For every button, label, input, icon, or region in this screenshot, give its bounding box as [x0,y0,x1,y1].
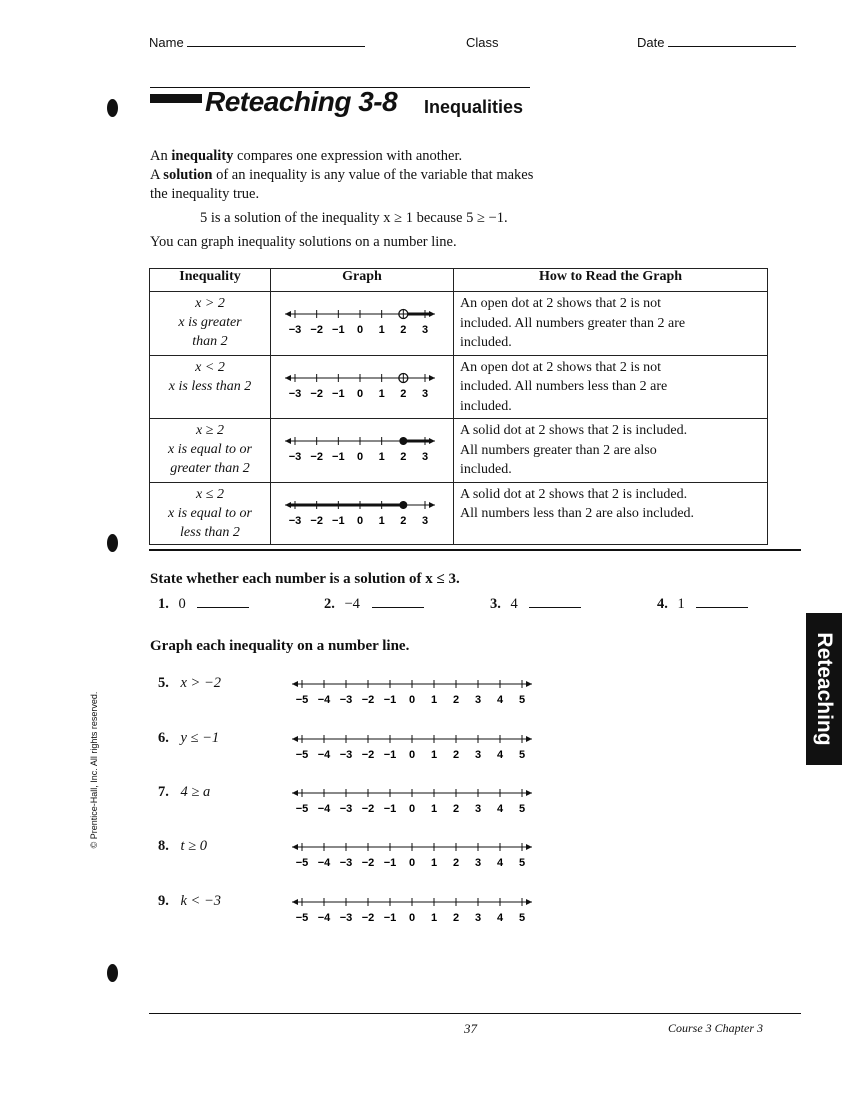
course-chapter: Course 3 Chapter 3 [668,1021,764,1035]
tick-label: 2 [452,857,460,869]
tick-label: 2 [400,324,407,336]
tick-label: 1 [430,912,438,924]
graph-cell [271,419,454,483]
tick-label: 4 [496,694,504,706]
arrow-right-icon [526,790,532,796]
tick-label: 5 [518,749,526,761]
read-line: included. All numbers less than 2 are [460,379,668,394]
reteaching-side-tab [806,613,842,765]
tick-label: 0 [408,694,416,706]
number-line [277,370,443,400]
tick-label: 0 [356,451,364,463]
graph-problem [158,784,210,801]
name-label: Name [149,35,184,50]
tick-label: 1 [430,694,438,706]
inequality-expr: x ≤ 2 [196,486,224,502]
tick-label: −3 [288,514,302,527]
page-subtitle: Inequalities [424,97,524,117]
inequality-expr: x > 2 [195,296,225,311]
answer-number-line[interactable] [284,731,540,766]
inequality-expr: x < 2 [195,359,225,375]
tick-label: 3 [421,451,429,463]
answer-number-line[interactable] [284,839,540,874]
read-line: A solid dot at 2 shows that 2 is included. [460,486,688,502]
number-line [284,676,540,706]
arrow-right-icon [526,844,532,850]
graph-problem [158,675,221,692]
arrow-left-icon [292,899,298,905]
inequality-table [149,268,768,545]
tick-label: 1 [430,749,438,761]
intro-text [150,147,670,252]
tick-label: 3 [474,857,482,869]
arrow-left-icon [292,844,298,850]
read-line: All numbers greater than 2 are also [460,442,657,458]
arrow-right-icon [526,736,532,742]
page-title: Reteaching 3-8 [205,86,398,117]
binder-hole-top [107,99,118,117]
graph-cell [271,355,454,419]
inequality-description: greater than 2 [170,461,250,476]
section-divider [149,549,801,551]
binder-hole-bottom [107,964,118,982]
arrow-left-icon [285,438,291,444]
class-label: Class [466,35,499,50]
tick-label: −2 [361,803,375,815]
answer-number-line[interactable] [284,894,540,929]
name-line [187,46,365,47]
tick-label: 0 [408,857,416,869]
answer-blank[interactable] [372,607,424,608]
number-line [277,306,443,336]
tick-label: 3 [421,387,429,400]
read-line: included. [460,335,512,350]
tick-label: −1 [332,324,345,336]
tick-label: −1 [332,514,345,527]
answer-number-line[interactable] [284,785,540,820]
tick-label: 0 [408,803,416,815]
inequality-cell [150,482,271,544]
solution-question [490,596,581,613]
tick-label: 4 [496,912,504,924]
binder-hole-middle [107,534,118,552]
arrow-left-icon [285,311,291,317]
date-line [668,46,796,47]
intro-line-2: A solution of an inequality is any value of the variable that makes [150,167,534,183]
answer-blank[interactable] [197,607,249,608]
name-field[interactable] [149,35,365,50]
problem-expression: t ≥ 0 [180,838,207,854]
arrow-right-icon [429,502,435,508]
tick-label: −3 [339,694,353,706]
inequality-cell [150,292,271,356]
tick-label: 0 [356,324,364,336]
tick-label: 0 [356,387,364,400]
read-cell [454,355,768,419]
tick-label: 4 [496,749,504,761]
copyright-notice: © Prentice-Hall, Inc. All rights reserved. [89,691,99,849]
tick-label: 0 [408,912,416,924]
arrow-left-icon [292,736,298,742]
graph-cell [271,482,454,544]
question-value: 4 [510,596,518,612]
inequality-description: less than 2 [180,524,240,540]
tick-label: −1 [383,912,397,924]
number-line [284,731,540,761]
tick-label: 1 [378,324,385,336]
tick-label: 3 [474,803,482,815]
problem-expression: x > −2 [180,675,222,691]
tick-label: −5 [295,694,309,706]
intro-graph-note: You can graph inequality solutions on a number line. [150,234,457,250]
tick-label: −5 [295,857,309,869]
answer-blank[interactable] [696,607,748,608]
arrow-left-icon [292,681,298,687]
tick-label: 5 [518,803,526,815]
tick-label: −4 [317,694,331,706]
tick-label: 2 [452,803,460,815]
question-number: 4. [657,596,668,612]
tick-label: −2 [361,749,375,761]
number-line [277,497,443,527]
tick-label: −2 [310,451,323,463]
tick-label: −2 [361,912,375,924]
inequality-cell [150,355,271,419]
tick-label: 2 [400,514,407,527]
tick-label: 4 [496,803,504,815]
intro-line-1: An inequality compares one expression with another. [150,148,463,164]
date-field[interactable] [637,35,796,50]
tick-label: −1 [332,451,345,463]
question-value: 0 [178,596,186,612]
tick-label: −1 [383,749,397,761]
tick-label: 5 [518,694,526,706]
tick-label: −4 [317,857,331,869]
tick-label: 2 [400,387,407,400]
solid-dot [399,501,407,509]
tick-label: 3 [474,912,482,924]
tick-label: 0 [408,749,416,761]
tick-label: 3 [474,694,482,706]
problem-number: 5. [158,675,169,691]
arrow-right-icon [526,681,532,687]
tick-label: −3 [339,803,353,815]
question-value: −4 [344,596,360,612]
tick-label: −3 [288,387,302,400]
tick-label: −4 [317,912,331,924]
tick-label: −3 [339,749,353,761]
question-number: 3. [490,596,501,612]
arrow-right-icon [526,899,532,905]
read-line: An open dot at 2 shows that 2 is not [460,296,662,311]
tick-label: −2 [310,387,323,400]
tick-label: −5 [295,912,309,924]
tick-label: 1 [378,514,385,527]
tick-label: −4 [317,803,331,815]
inequality-description: x is equal to or [168,505,252,521]
arrow-right-icon [429,375,435,381]
solid-dot [399,437,407,445]
problem-expression: y ≤ −1 [180,730,220,746]
tick-label: −1 [383,694,397,706]
intro-line-3: the inequality true. [150,186,260,202]
tick-label: 1 [430,857,438,869]
inequality-description: x is equal to or [168,442,252,457]
solution-question [657,596,748,613]
tick-label: −1 [383,803,397,815]
col-header-graph: Graph [271,269,454,292]
graph-cell [271,292,454,356]
problem-number: 6. [158,730,169,746]
section1-instruction: State whether each number is a solution of x ≤ 3. [150,571,460,587]
table-row [150,355,768,419]
tick-label: −4 [317,749,331,761]
solution-question [324,596,424,613]
inequality-description: x is greater [178,315,242,330]
problem-expression: k < −3 [180,893,222,909]
tick-label: 1 [378,451,385,463]
inequality-description: x is less than 2 [168,378,252,394]
answer-number-line[interactable] [284,676,540,711]
problem-number: 7. [158,784,169,800]
table-row [150,292,768,356]
read-cell [454,419,768,483]
tick-label: 2 [452,912,460,924]
tick-label: 3 [474,749,482,761]
tick-label: 2 [452,749,460,761]
number-line [284,894,540,924]
col-header-inequality: Inequality [150,269,271,292]
read-line: included. All numbers greater than 2 are [460,315,686,331]
inequality-description: than 2 [192,334,228,349]
tick-label: −5 [295,749,309,761]
table-row [150,482,768,544]
tick-label: −2 [310,324,323,336]
footer-rule [149,1013,801,1014]
arrow-left-icon [285,375,291,381]
tick-label: −5 [295,803,309,815]
number-line [284,839,540,869]
problem-number: 9. [158,893,169,909]
tick-label: 5 [518,857,526,869]
arrow-left-icon [292,790,298,796]
question-value: 1 [677,596,685,612]
date-label: Date [637,35,665,50]
title-bar [150,94,202,103]
solution-question [158,596,249,613]
tick-label: −1 [383,857,397,869]
tick-label: −2 [361,857,375,869]
tick-label: 4 [496,857,504,869]
read-line: included. [460,398,512,414]
problem-expression: 4 ≥ a [180,784,211,800]
read-line: included. [460,462,512,477]
read-cell [454,482,768,544]
question-number: 2. [324,596,335,612]
table-row [150,419,768,483]
read-line: A solid dot at 2 shows that 2 is included. [460,423,688,438]
tick-label: 5 [518,912,526,924]
graph-problem [158,838,207,855]
tick-label: −3 [339,912,353,924]
tick-label: −2 [310,514,323,527]
graph-problem [158,730,219,747]
read-cell [454,292,768,356]
tick-label: −1 [332,387,345,400]
side-tab-label: Reteaching [813,632,836,746]
inequality-expr: x ≥ 2 [196,423,224,438]
tick-label: 2 [400,451,407,463]
read-line: An open dot at 2 shows that 2 is not [460,359,662,375]
page-number: 37 [464,1021,477,1036]
tick-label: 1 [378,387,385,400]
number-line [284,785,540,815]
number-line [277,433,443,463]
tick-label: −2 [361,694,375,706]
col-header-read: How to Read the Graph [454,269,768,292]
tick-label: 3 [421,324,429,336]
tick-label: −3 [339,857,353,869]
question-number: 1. [158,596,169,612]
tick-label: 2 [452,694,460,706]
intro-example: 5 is a solution of the inequality x ≥ 1 because 5 ≥ −1. [200,210,508,226]
tick-label: −3 [288,324,302,336]
inequality-cell [150,419,271,483]
answer-blank[interactable] [529,607,581,608]
tick-label: 1 [430,803,438,815]
tick-label: 0 [356,514,364,527]
tick-label: 3 [421,514,429,527]
section2-instruction: Graph each inequality on a number line. [150,638,410,654]
graph-problem [158,893,221,910]
problem-number: 8. [158,838,169,854]
tick-label: −3 [288,451,302,463]
read-line: All numbers less than 2 are also included. [460,506,695,521]
